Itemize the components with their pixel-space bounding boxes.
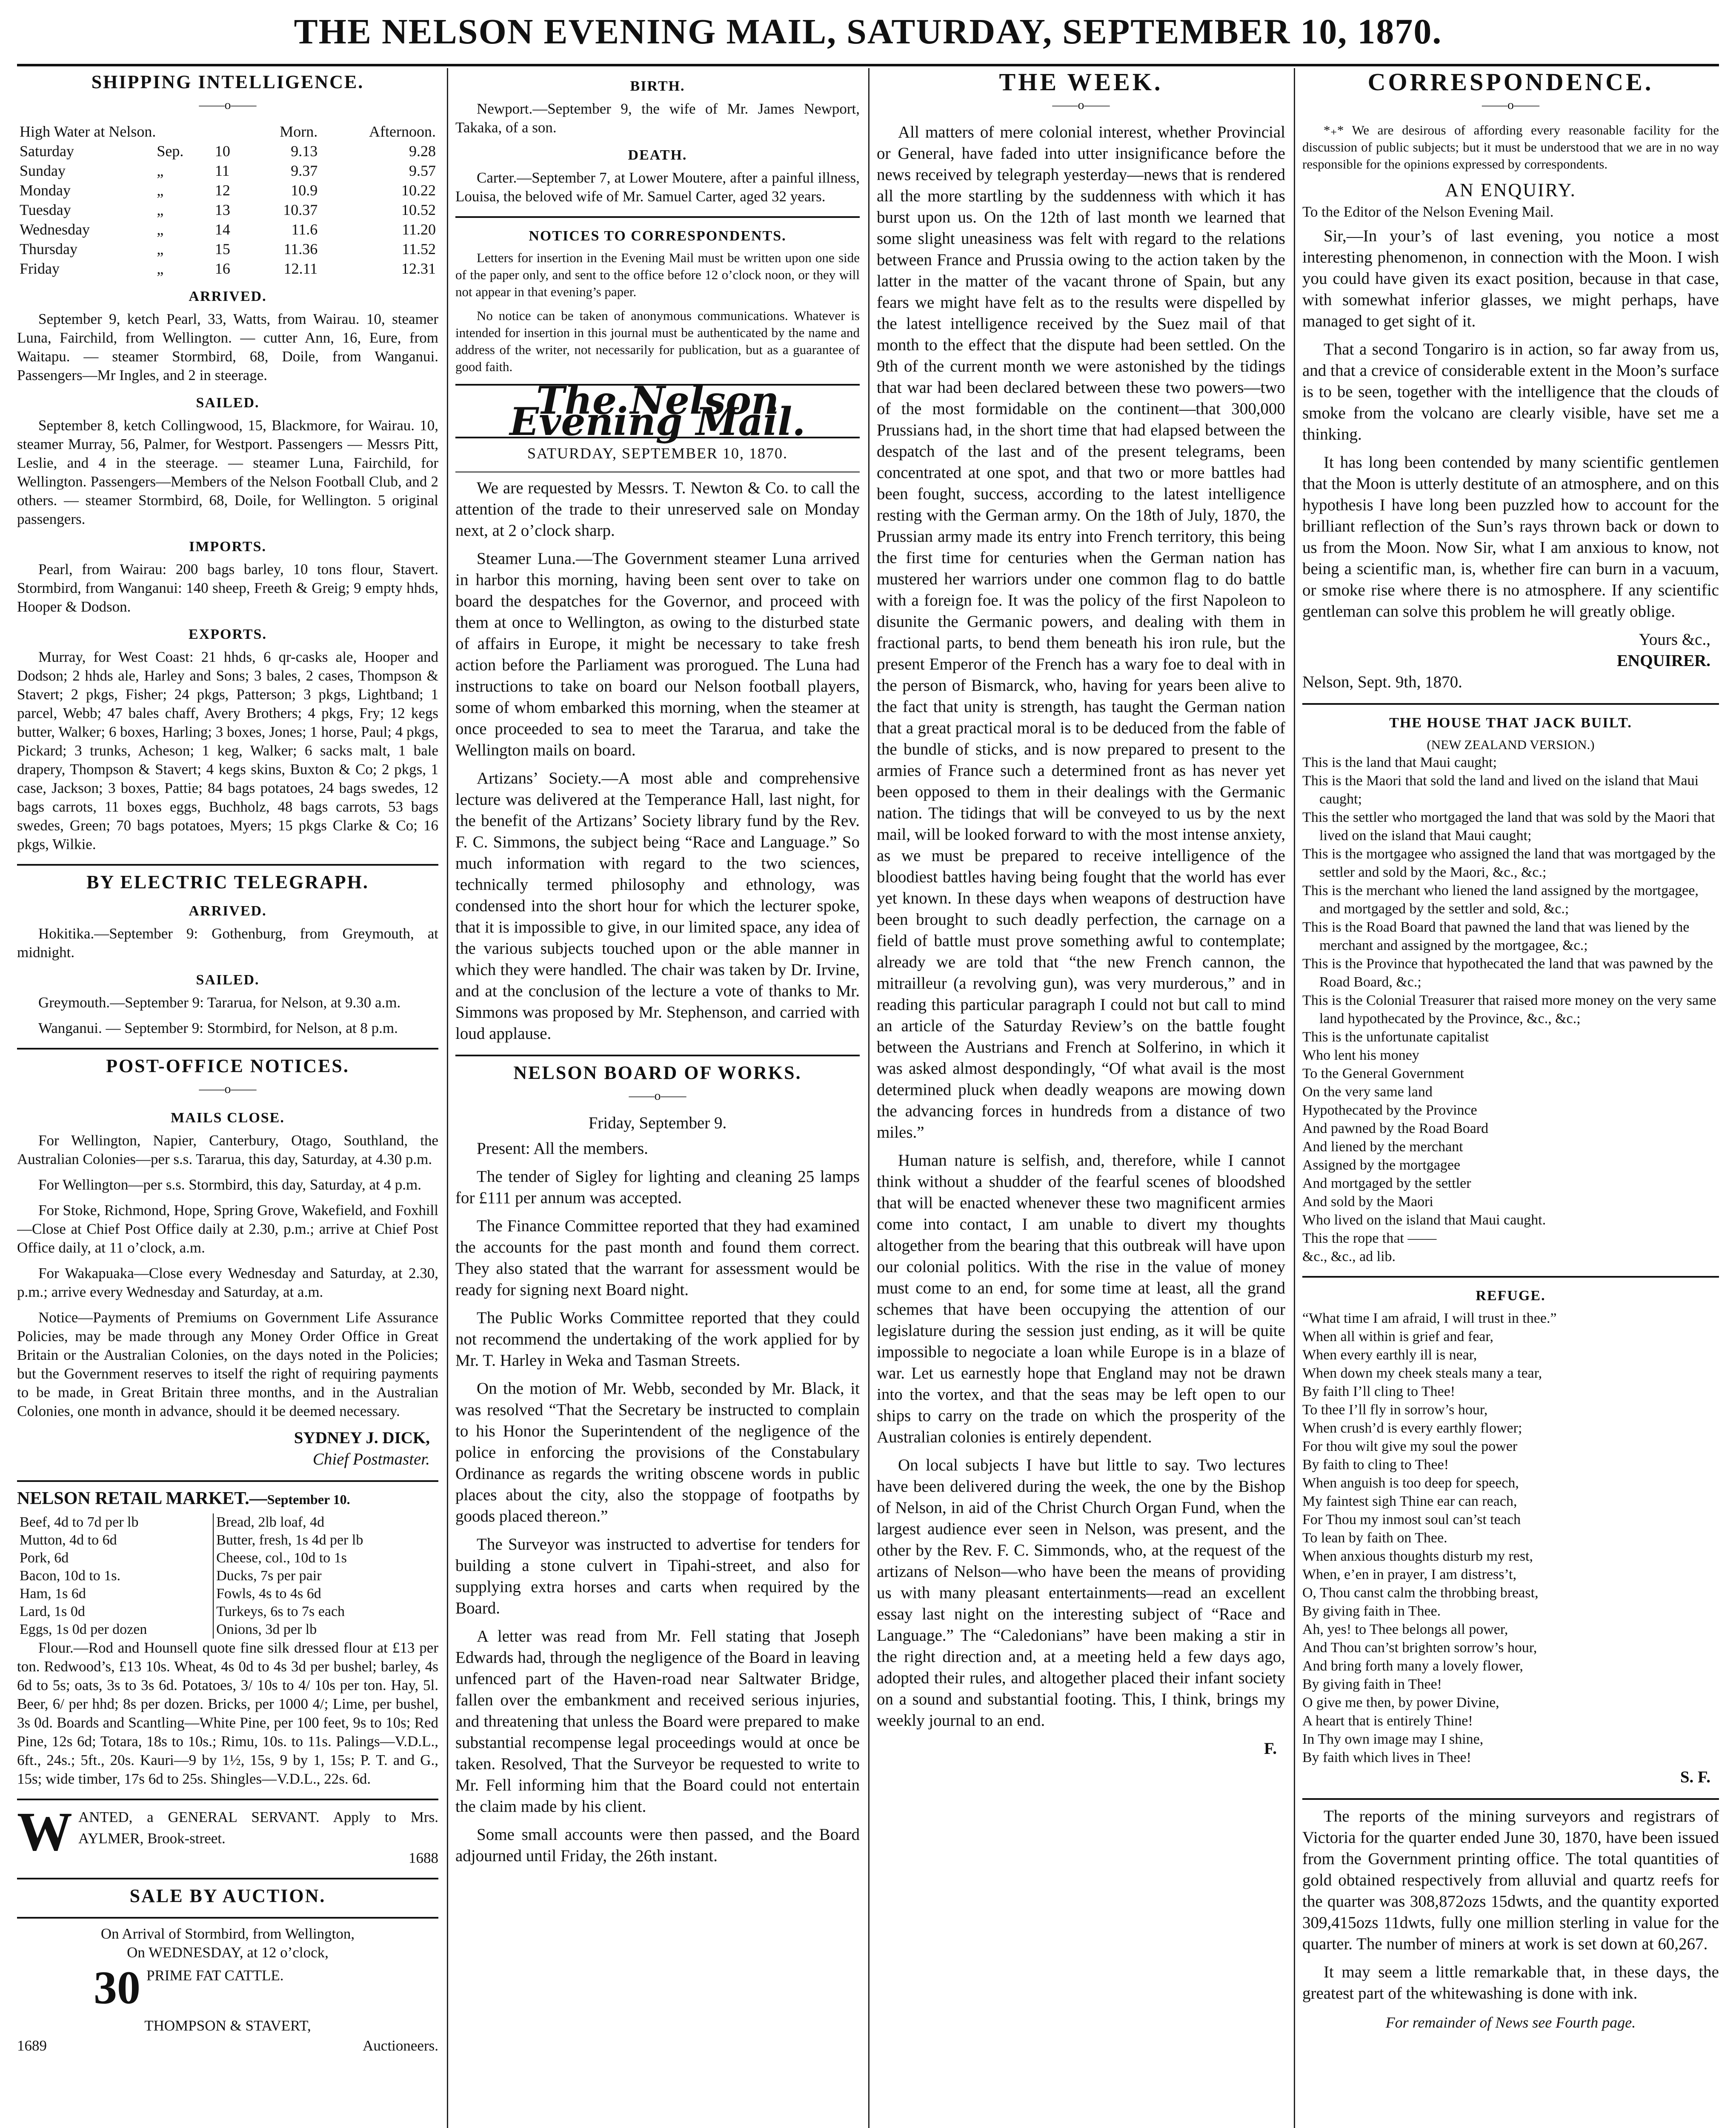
verse-line: In Thy own image may I shine,: [1302, 1731, 1484, 1747]
column-rule: [868, 68, 869, 2128]
market-heading: [17, 1488, 438, 1510]
mails-heading: MAILS CLOSE.: [171, 1110, 285, 1126]
postmaster-title: Chief Postmaster.: [312, 1450, 430, 1468]
auction-heading: SALE BY AUCTION.: [129, 1885, 326, 1906]
board-date: Friday, September 9.: [588, 1114, 727, 1132]
verse-line: This is the Road Board that pawned the land that was liened by the merchant and assigned by the mortgagee, &c.;: [1302, 919, 1690, 953]
verse-line: When all within is grief and fear,: [1302, 1329, 1493, 1344]
letter-signature: ENQUIRER.: [1617, 652, 1710, 670]
column-2: [455, 68, 860, 2128]
mail-item: For Wakapuaka—Close every Wednesday and Saturday, at 2.30, p.m.; arrive every Wednesday and Saturday, at a.m.: [17, 1265, 438, 1300]
verse-line: By giving faith in Thee.: [1302, 1603, 1441, 1619]
letter-paragraph: That a second Tongariro is in action, so far away from us, and that a crevice of considerable extent in the Moon’s surface is to be seen, together with the intelligence that the clouds of smoke from the volcano are clearly visible, have set me a thinking.: [1302, 340, 1719, 443]
telegraph-sailed-1: Greymouth.—September 9: Tararua, for Nelson, at 9.30 a.m.: [38, 994, 401, 1011]
telegraph-arrived-heading: ARRIVED.: [189, 903, 267, 919]
table-row: Bacon, 10d to 1s. Ducks, 7s per pair: [17, 1567, 438, 1585]
correspondents-heading: NOTICES TO CORRESPONDENTS.: [529, 228, 786, 244]
verse-line: Ah, yes! to Thee belongs all power,: [1302, 1622, 1508, 1637]
verse-line: This is the unfortunate capitalist: [1302, 1029, 1489, 1045]
verse-line: By faith to cling to Thee!: [1302, 1457, 1449, 1473]
divider: [17, 1917, 438, 1919]
divider: [17, 864, 438, 866]
column-1: [17, 68, 438, 2128]
letter-paragraph: It has long been contended by many scientific gentlemen that the Moon is utterly destitute of an atmosphere, and on this hypothesis I have long been puzzled how to account for the brilliant reflection of the Sun’s rays thrown back or down to us from the Moon. Now Sir, what I am anxious to know, not being a scientific man, is, whether fire can burn in a vacuum, or smoke rise where there is no atmosphere. If any scientific gentleman can solve this problem he will greatly oblige.: [1302, 453, 1719, 621]
column-rule: [1294, 68, 1295, 2128]
ornament: ——o——: [1052, 98, 1110, 112]
arrived-heading: ARRIVED.: [189, 289, 267, 304]
table-row: Saturday Sep. 10 9.13 9.28: [20, 143, 436, 160]
leader-paragraph: Steamer Luna.—The Government steamer Luna arrived in harbor this morning, having been sent over to take on board the despatches for the Governor, and proceed with them at once to Wellington, as owing to the disturbed state of affairs in Europe, it might be necessary to take fresh action before the Parliament was prorogued. The Luna had instructions to take on board our Nelson football players, some of whom embarked this morning, when the steamer at once proceeded to sea to meet the Tararua, and take the Wellington mails on board.: [455, 549, 860, 759]
ornament: ——o——: [629, 1089, 686, 1103]
verse-line: This the rope that ——: [1302, 1230, 1437, 1246]
column-3: [877, 68, 1285, 2128]
divider: [17, 1799, 438, 1800]
table-row: Friday „ 16 12.11 12.31: [20, 260, 436, 277]
table-row: Ham, 1s 6d Fowls, 4s to 4s 6d: [17, 1585, 438, 1603]
wanted-ad: [17, 1806, 438, 1868]
correspondents-notice-2: No notice can be taken of anonymous communications. Whatever is intended for insertion in this journal must be authenticated by the name and address of the writer, not necessarily for publication, but as a guarantee of good faith.: [455, 308, 860, 374]
verse-line: By giving faith in Thee!: [1302, 1676, 1442, 1692]
high-water-label: High Water at Nelson.: [20, 123, 156, 140]
verse-line: And liened by the merchant: [1302, 1139, 1463, 1155]
exports-text: Murray, for West Coast: 21 hhds, 6 qr-casks ale, Hooper and Dodson; 2 hhds ale, Harley and Sons; 3 bales, 2 cases, Thompson & Stavert; 2 pkgs, Fisher; 24 pkgs, Patterson; 3 pkgs, Lightband; 1 parcel, Webb; 47 bales chaff, Avery Brothers; 4 pkgs, Fry; 12 kegs butter, Walker; 6 boxes, Harling; 3 boxes, Jones; 1 horse, Paul; 4 pkgs, Pickard; 3 trunks, Acheson; 1 keg, Walker; 6 sacks malt, 1 bale drapery, Thompson & Stavert; 4 kegs skins, Buxton & Co; 2 pkgs, 1 case, Jackson; 3 boxes, Pattie; 84 bags potatoes, 24 bags swedes, 12 bags carrots, 11 boxes eggs, Buchholz, 48 bags carrots, 53 bags swedes, Green; 70 bags potatoes, Myers; 15 pkgs Clarke & Co; 16 pkgs, Wilkie.: [17, 649, 438, 852]
masthead: THE NELSON EVENING MAIL, SATURDAY, SEPTEMBER 10, 1870.: [17, 9, 1719, 66]
divider: [17, 1878, 438, 1879]
page-reference: For remainder of News see Fourth page.: [1385, 2014, 1636, 2031]
postmaster-signature: SYDNEY J. DICK,: [294, 1429, 430, 1447]
death-heading: DEATH.: [628, 147, 687, 163]
birth-text: Newport.—September 9, the wife of Mr. James Newport, Takaka, of a son.: [455, 100, 860, 136]
ad-number: 1688: [409, 1850, 438, 1866]
exports-heading: EXPORTS.: [189, 626, 267, 642]
notice-text: Notice—Payments of Premiums on Government Life Assurance Policies, may be made through any Money Order Office in Great Britain or the Australian Colonies, on the days noted in the Policies; but the Government reserves to itself the right of requiring payments to be made, in Great Britain three months, and in the Australian Colonies, one month in advance, should it be deemed necessary.: [17, 1309, 438, 1419]
whitewashing-paragraph: It may seem a little remarkable that, in these days, the greatest part of the whitewashing is done with ink.: [1302, 1963, 1719, 2002]
board-paragraph: The Public Works Committee reported that they could not recommend the undertaking of the work applied for by Mr. T. Harley in Weka and Tasman Streets.: [455, 1309, 860, 1370]
imports-text: Pearl, from Wairau: 200 bags barley, 10 tons flour, Stavert. Stormbird, from Wanganui: 140 sheep, Freeth & Greig; 9 empty hhds, Hooper & Dodson.: [17, 561, 438, 615]
market-date: September 10.: [267, 1492, 350, 1507]
divider: [17, 1480, 438, 1482]
letter-closing: Yours &c.,: [1639, 630, 1710, 649]
week-signature: F.: [1264, 1739, 1277, 1758]
market-table: [17, 1513, 438, 1639]
divider: [1302, 1798, 1719, 1800]
verse-line: By faith I’ll cling to Thee!: [1302, 1384, 1456, 1399]
jack-verse: [1302, 753, 1719, 1266]
verse-line: When anguish is too deep for speech,: [1302, 1475, 1519, 1491]
market-text: Flour.—Rod and Hounsell quote fine silk dressed flour at £13 per ton. Redwood’s, £13 10s. Wheat, 4s 0d to 4s 3d per bushel; barley, 4s 6d to 5s; oats, 3s to 3s 6d. Potatoes, 3/ 10s to 4/ 10s per ton. Hay, 5l. Beer, 6/ per hhd; 8s per dozen. Bricks, per 1000 4/; Lime, per bushel, 3s 0d. Boards and Scantling—White Pine, per 100 feet, 9s to 10s; Red Pine, 12s 6d; Totara, 18s to 10s.; Rimu, 10s. to 11s. Palings—V.D.L., 6ft., 24s.; 5ft., 20s. Kauri—9 by 1½, 15s, 9 by 1, 15s; P. T. and G., 15s; wide timber, 17s 6d to 25s. Shingles—V.D.L., 22s. 6d.: [17, 1639, 438, 1787]
telegraph-sailed-2: Wanganui. — September 9: Stormbird, for Nelson, at 8 p.m.: [38, 1020, 398, 1036]
divider: [455, 216, 860, 218]
verse-line: And sold by the Maori: [1302, 1194, 1433, 1210]
divider: [1302, 703, 1719, 705]
arrived-text: September 9, ketch Pearl, 33, Watts, from Wairau. 10, steamer Luna, Fairchild, from Wellington. — cutter Ann, 16, Eure, from Waitapu. — steamer Stormbird, 68, Doile, from Wanganui. Passengers—Mr Ingles, and 2 in steerage.: [17, 311, 438, 383]
editor-address: To the Editor of the Nelson Evening Mail.: [1302, 203, 1554, 220]
verse-line: This is the mortgagee who assigned the land that was mortgaged by the settler and sold by the Maori, &c., &c.;: [1302, 846, 1716, 880]
table-row: Beef, 4d to 7d per lb Bread, 2lb loaf, 4d: [17, 1513, 438, 1531]
verse-line: This is the Colonial Treasurer that raised more money on the very same land hypothecated by the Province, &c., &c.;: [1302, 992, 1716, 1027]
verse-line: And mortgaged by the settler: [1302, 1176, 1471, 1191]
shipping-heading: SHIPPING INTELLIGENCE.: [91, 72, 364, 92]
refuge-verse: [1302, 1309, 1719, 1767]
verse-line: O give me then, by power Divine,: [1302, 1695, 1499, 1710]
enquiry-heading: AN ENQUIRY.: [1445, 180, 1576, 200]
verse-line: Assigned by the mortgagee: [1302, 1157, 1461, 1173]
post-office-heading: POST-OFFICE NOTICES.: [106, 1055, 349, 1076]
verse-line: To thee I’ll fly in sorrow’s hour,: [1302, 1402, 1488, 1418]
verse-line: When down my cheek steals many a tear,: [1302, 1365, 1542, 1381]
verse-line: When every earthly ill is near,: [1302, 1347, 1477, 1363]
wanted-text: ANTED, a GENERAL SERVANT. Apply to Mrs. AYLMER, Brook-street.: [78, 1809, 438, 1847]
column-rule: [447, 68, 448, 2128]
telegraph-sailed-heading: SAILED.: [196, 972, 260, 988]
auctioneer-title: Auctioneers.: [363, 2037, 438, 2054]
verse-line: Who lived on the island that Maui caught.: [1302, 1212, 1546, 1228]
verse-line: And Thou can’st brighten sorrow’s hour,: [1302, 1640, 1537, 1656]
verse-line: To lean by faith on Thee.: [1302, 1530, 1447, 1546]
verse-line: A heart that is entirely Thine!: [1302, 1713, 1473, 1729]
verse-line: My faintest sigh Thine ear can reach,: [1302, 1493, 1517, 1509]
board-heading: NELSON BOARD OF WORKS.: [513, 1062, 802, 1083]
column-4: [1302, 68, 1719, 2128]
board-paragraph: On the motion of Mr. Webb, seconded by Mr. Black, it was resolved “That the Secretary be instructed to complain to his Honor the Superintendent of the negligence of the police in enforcing the provisions of the Constabulary Ordinance as regards the writing obscene words in public places about the city, also the stoppage of footpaths by goods placed thereon.”: [455, 1379, 860, 1525]
tide-table: [17, 122, 438, 278]
birth-heading: BIRTH.: [630, 78, 685, 94]
ornament: ——o——: [199, 98, 257, 112]
correspondents-notice-1: Letters for insertion in the Evening Mail must be written upon one side of the paper only, and sent to the office before 12 o’clock noon, or they will not appear in that evening’s paper.: [455, 250, 860, 299]
week-paragraph: All matters of mere colonial interest, whether Provincial or General, have faded into utter insignificance before the news received by telegraph yesterday—news that is rendered all the more startling by the suddenness with which it has burst upon us. On the 12th of last month we learned that some slight uneasiness was felt with regard to the relations between France and Prussia owing to the action taken by the latter in the matter of the vacant throne of Spain, but any fears we might have felt as to the results were dispelled by the latest intelligence received by the Suez mail of that month to the effect that the dispute had been settled. On the 9th of the current month we were astonished by the tidings that war had been declared between these two powers—two of the most formidable on the continent—that 300,000 Prussians had, in the short time that had elapsed between the despatch of the last and of the present telegrams, been concentrated at one spot, and that two or more battles had been fought, success, according to the latest intelligence resting with the German army. On the 18th of July, 1870, the Prussian army made its entry into French territory, this being the first time for centuries when the German nation has mustered her warriors under one common flag to do battle with a foreign foe. It was the policy of the first Napoleon to disunite the Germanic powers, and dealing with them in fractional parts, to bend them beneath his iron rule, but the present Emperor of the French has a wary foe to deal with in the person of Bismarck, who, having for years been alive to the fact that unity is strength, has taught the German nation that a great practical moral is to be deduced from the fable of the bundle of sticks, and is now prepared to present to the armies of France such a determined front as has never yet been opposed to them in their dealings with the Germanic nation. The tidings that will be conveyed to us by the next mail, will be looked forward to with the most intense anxiety, as we must be prepared to receive intelligence of the bloodiest battles having being fought that the world has ever yet known. In these days when weapons of destruction have been brought to such deadly perfection, the carnage on a field of battle must prove something awful to contemplate; already we are told that “the new French cannon, the mitrailleur (a revolving gun), was very murderous,” and in reading this particular paragraph I could not but call to mind an article of the Saturday Review’s on the battle fought between the Austrians and French at Solferino, in which it was asked almost despondingly, “Of what avail is the most determined pluck when deadly weapons are mowing down the advancing forces in hundreds from a distance of two miles.”: [877, 123, 1285, 1141]
table-row: Lard, 1s 0d Turkeys, 6s to 7s each: [17, 1603, 438, 1621]
divider: [17, 1048, 438, 1050]
board-paragraph: The tender of Sigley for lighting and cleaning 25 lamps for £111 per annum was accepted.: [455, 1167, 860, 1207]
board-paragraph: A letter was read from Mr. Fell stating that Joseph Edwards had, through the negligence of the Board in leaving unfenced part of the Haven-road near Saltwater Bridge, fallen over the embankment and received serious injuries, and threatening that unless the Board were prepared to make substantial recompense legal proceedings would at once be taken. Resolved, That the Surveyor be requested to write to Mr. Fell informing him that the Board could not entertain the claim made by his client.: [455, 1627, 860, 1816]
auction-line-1: On Arrival of Stormbird, from Wellington,: [100, 1925, 355, 1942]
verse-line: This the settler who mortgaged the land that was sold by the Maori that lived on the island that Maui caught;: [1302, 809, 1715, 844]
mining-paragraph: The reports of the mining surveyors and registrars of Victoria for the quarter ended June 30, 1870, have been issued from the Government printing office. The total quantities of gold obtained respectively from alluvial and quartz reefs for the quarter was 308,872ozs 15dwts, and the quantity exported 309,415ozs 11dwts, fully one million sterling in value for the quarter. The number of miners at work is set down at 60,267.: [1302, 1807, 1719, 1953]
verse-line: When anxious thoughts disturb my rest,: [1302, 1548, 1533, 1564]
letter-paragraph: Sir,—In your’s of last evening, you notice a most interesting phenomenon, in connection with the Moon. I wish you could have given its exact position, because in that case, with somewhat inferior glasses, we might perhaps, have managed to get sight of it.: [1302, 227, 1719, 330]
telegraph-heading: BY ELECTRIC TELEGRAPH.: [86, 872, 369, 892]
mail-item: For Wellington—per s.s. Stormbird, this day, Saturday, at 4 p.m.: [38, 1176, 421, 1193]
morn-label: Morn.: [280, 123, 318, 140]
imports-heading: IMPORTS.: [189, 539, 266, 555]
ornament: ——o——: [1482, 98, 1539, 112]
board-paragraph: The Finance Committee reported that they had examined the accounts for the past month and found them correct. They also stated that the warrant for assessment would be ready for signing next Board night.: [455, 1217, 860, 1299]
correspondence-note: *₊* We are desirous of affording every reasonable facility for the discussion of public subjects; but it must be understood that we are in no way responsible for the opinions expressed by correspondents.: [1302, 123, 1719, 172]
week-paragraph: Human nature is selfish, and, therefore, while I cannot think without a shudder of the fearful scenes of bloodshed that will be enacted whenever these two magnificent armies come into contact, I am unable to divert my thoughts altogether from the bearing that this outbreak will have upon our colonial politics. With the rise in the value of money must come to an end, for some time at least, all the grand schemes that have been occupying the attention of our legislature during the session just ending, as it will be quite impossible to negociate a loan while Europe is in a blaze of war. Let us earnestly hope that England may not be drawn into the vortex, and that the seas may be left open to our ships to carry on the trade on which the prosperity of the Australian colonies is entirely dependent.: [877, 1151, 1285, 1446]
sailed-heading: SAILED.: [196, 395, 260, 411]
auctioneer-name: THOMPSON & STAVERT,: [144, 2017, 311, 2034]
table-row: Thursday „ 15 11.36 11.52: [20, 240, 436, 257]
letter-dateline: Nelson, Sept. 9th, 1870.: [1302, 673, 1462, 691]
correspondence-heading: CORRESPONDENCE.: [1367, 68, 1654, 96]
mail-item: For Stoke, Richmond, Hope, Spring Grove, Wakefield, and Foxhill—Close at Chief Post Office daily at 2.30, p.m.; arrive at Chief Post Office daily, at 11 o’clock, a.m.: [17, 1202, 438, 1256]
verse-line: Hypothecated by the Province: [1302, 1102, 1477, 1118]
leader-paragraph: Artizans’ Society.—A most able and comprehensive lecture was delivered at the Temperance Hall, last night, for the benefit of the Artizans’ Society library fund by the Rev. F. C. Simmons, the subject being “Race and Language.” So much information with regard to the two sciences, technically termed philosophy and ethnology, was condensed into the short hour for which the lecturer spoke, that it is impossible to give, in our limited space, any idea of the various subjects touched upon or the able manner in which they were handled. The chair was taken by Dr. Irvine, and at the conclusion of the lecture a vote of thanks to Mr. Simmons was proposed by Mr. Stephenson, and carried with loud applause.: [455, 769, 860, 1043]
verse-line: When, e’en in prayer, I am distress’t,: [1302, 1567, 1517, 1582]
sailed-text: September 8, ketch Collingwood, 15, Blackmore, for Wairau. 10, steamer Murray, 56, Palmer, for Westport. Passengers — Messrs Pitt, Leslie, and 4 in the steerage. — steamer Luna, Fairchild, for Wellington. Passengers—Members of the Nelson Football Club, and 2 others. — steamer Stormbird, 68, Doile, for Wellington. 5 original passengers.: [17, 417, 438, 527]
leader-paragraph: We are requested by Messrs. T. Newton & Co. to call the attention of the trade to their unreserved sale on Monday next, at 2 o’clock sharp.: [455, 479, 860, 540]
verse-line: This is the merchant who liened the land assigned by the mortgagee, and mortgaged by the settler and sold, &c.;: [1302, 883, 1699, 917]
verse-line: This is the land that Maui caught;: [1302, 755, 1497, 770]
week-paragraph: On local subjects I have but little to say. Two lectures have been delivered during the week, the one by the Bishop of Nelson, in aid of the Christ Church Organ Fund, when the largest audience ever seen in Nelson, was present, and the other by the Rev. F. C. Simmonds, who, at the request of the artizans of Nelson—who have been the means of providing us with many pleasant entertainments—read an excellent essay last night on the interesting subject of “Race and Language.” The “Caledonians” have been making a stir in the right direction and, at a meeting held a few days ago, adopted their rules, and altogether placed their infant society on a sound and substantial footing. This, I think, brings my weekly journal to an end.: [877, 1456, 1285, 1730]
table-row: Sunday „ 11 9.37 9.57: [20, 162, 436, 179]
auction-line-2: On WEDNESDAY, at 12 o’clock,: [127, 1944, 329, 1961]
week-heading: THE WEEK.: [999, 68, 1163, 96]
table-row: Wednesday „ 14 11.6 11.20: [20, 221, 436, 238]
verse-line: “What time I am afraid, I will trust in thee.”: [1302, 1310, 1557, 1326]
divider: [1302, 1276, 1719, 1278]
verse-line: On the very same land: [1302, 1084, 1433, 1100]
verse-line: For Thou my inmost soul can’st teach: [1302, 1512, 1521, 1527]
jack-subheading: (NEW ZEALAND VERSION.): [1427, 737, 1595, 752]
ornament: ——o——: [199, 1082, 257, 1096]
paper-title: The Nelson Evening Mail.: [455, 384, 860, 438]
verse-line: When crush’d is every earthly flower;: [1302, 1420, 1522, 1436]
verse-line: &c., &c., ad lib.: [1302, 1249, 1396, 1264]
cattle-count: 30: [94, 1962, 140, 2013]
verse-line: O, Thou canst calm the throbbing breast,: [1302, 1585, 1539, 1601]
verse-line: And bring forth many a lovely flower,: [1302, 1658, 1523, 1674]
board-paragraph: Some small accounts were then passed, and the Board adjourned until Friday, the 26th instant.: [455, 1825, 860, 1865]
table-row: Monday „ 12 10.9 10.22: [20, 182, 436, 199]
table-row: Mutton, 4d to 6d Butter, fresh, 1s 4d per lb: [17, 1531, 438, 1549]
telegraph-arrived: Hokitika.—September 9: Gothenburg, from Greymouth, at midnight.: [17, 925, 438, 961]
board-present: Present: All the members.: [477, 1139, 648, 1158]
table-row: Eggs, 1s 0d per dozen Onions, 3d per lb: [17, 1621, 438, 1639]
verse-line: To the General Government: [1302, 1066, 1464, 1081]
verse-line: By faith which lives in Thee!: [1302, 1750, 1471, 1765]
table-row: Tuesday „ 13 10.37 10.52: [20, 201, 436, 218]
board-paragraph: The Surveyor was instructed to advertise for tenders for building a stone culvert in Tipahi-street, and also for supplying extra horses and carts when required by the Board.: [455, 1535, 860, 1617]
table-row: Pork, 6d Cheese, col., 10d to 1s: [17, 1549, 438, 1567]
verse-line: Who lent his money: [1302, 1047, 1419, 1063]
death-text: Carter.—September 7, at Lower Moutere, after a painful illness, Louisa, the beloved wife of Mr. Samuel Carter, aged 32 years.: [455, 169, 860, 205]
ad-number: 1689: [17, 2037, 47, 2054]
auction-line-3: PRIME FAT CATTLE.: [146, 1967, 284, 1984]
verse-line: And pawned by the Road Board: [1302, 1121, 1489, 1136]
mail-item: For Wellington, Napier, Canterbury, Otago, Southland, the Australian Colonies—per s.s. Tararua, this day, Saturday, at 4.30 p.m.: [17, 1132, 438, 1167]
jack-heading: THE HOUSE THAT JACK BUILT.: [1389, 715, 1632, 731]
drop-cap: W: [17, 1806, 72, 1862]
divider: [455, 1055, 860, 1056]
verse-line: For thou wilt give my soul the power: [1302, 1439, 1518, 1454]
refuge-signature: S. F.: [1680, 1768, 1710, 1786]
market-title: NELSON RETAIL MARKET.—: [17, 1489, 267, 1508]
verse-line: This is the Maori that sold the land and lived on the island that Maui caught;: [1302, 773, 1699, 807]
verse-line: This is the Province that hypothecated the land that was pawned by the Road Board, &c.;: [1302, 956, 1713, 990]
refuge-heading: REFUGE.: [1476, 1288, 1546, 1304]
afternoon-label: Afternoon.: [369, 123, 436, 140]
leader-date: SATURDAY, SEPTEMBER 10, 1870.: [527, 445, 788, 462]
